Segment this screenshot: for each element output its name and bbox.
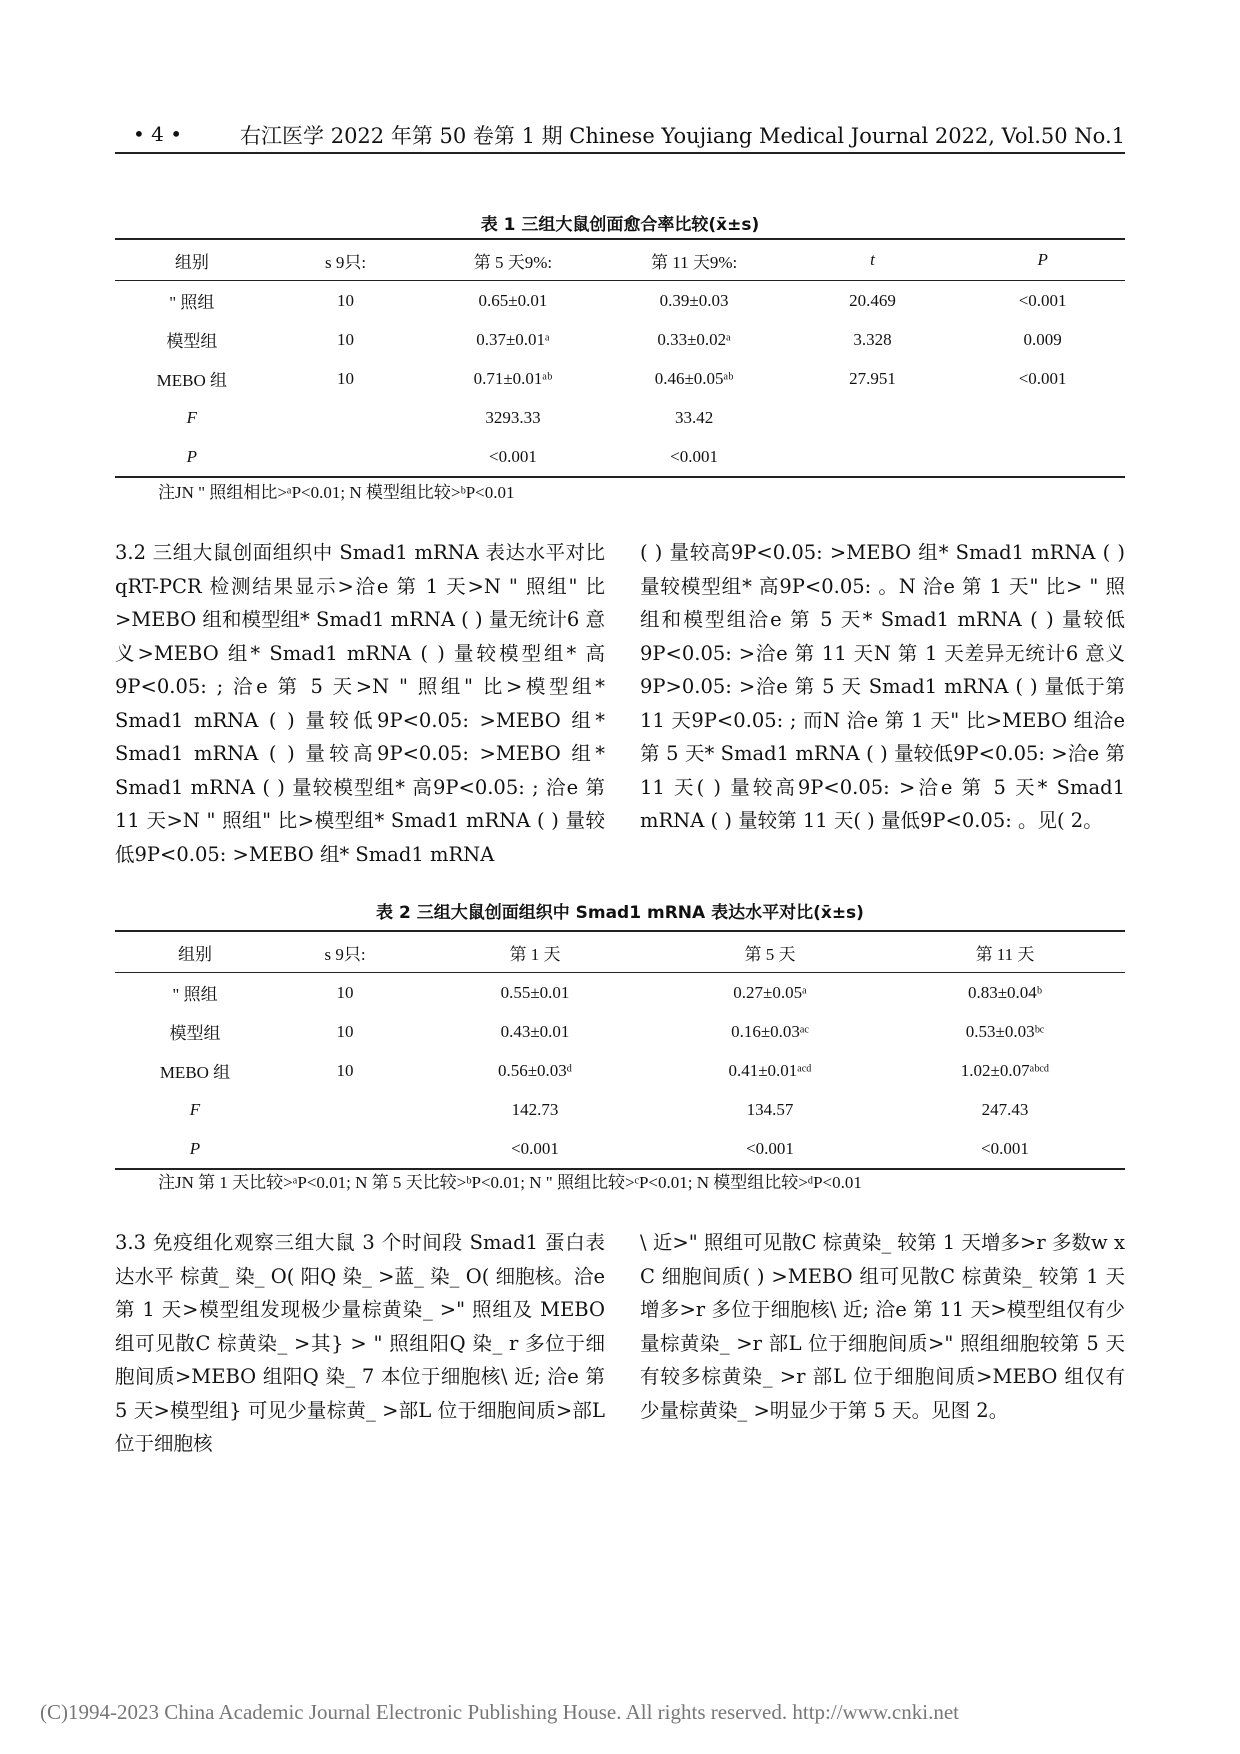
table-cell: <0.001 (604, 437, 785, 477)
table-cell: <0.001 (1018, 368, 1067, 388)
table-cell: 模型组 (166, 332, 218, 351)
table-cell: 10 (336, 982, 354, 1002)
table-cell: <0.001 (885, 1129, 1125, 1169)
table-row (115, 1012, 1125, 1051)
table-cell: 20.469 (849, 290, 896, 310)
table1-header-cell: 第 5 天9%: (422, 239, 603, 281)
table-cell (785, 437, 961, 477)
table-cell: 142.73 (511, 1099, 559, 1119)
table-cell (275, 1090, 415, 1129)
table2-header-cell: s 9只: (275, 931, 415, 973)
table-cell: 0.46±0.05ᵃᵇ (654, 368, 734, 388)
table-cell: <0.001 (1018, 290, 1067, 310)
section-3-2-right-column: ( ) 量较高9P<0.05: >MEBO 组* Smad1 mRNA ( ) 量较模型组* 高9P<0.05: 。N 洽e 第 1 天" 比> " 照组和模型组洽e 第 5 天* Smad1 mRNA ( ) 量较低9P<0.05: >洽e 第 11 天N 第 1 天差异无统计6 意义9P>0.05: >洽e 第 5 天 Smad1 mRNA ( ) 量低于第 11 天9P<0.05: ; 而N 洽e 第 1 天" 比>MEBO 组洽e 第 5 天* Smad1 mRNA ( ) 量较低9P<0.05: >洽e 第 11 天( ) 量较高9P<0.05: >洽e 第 5 天* Smad1 mRNA ( ) 量较第 11 天( ) 量低9P<0.05: 。见( 2。 (640, 541, 1125, 832)
table-cell: <0.001 (655, 1129, 885, 1169)
table-cell: 0.56±0.03ᵈ (497, 1060, 573, 1080)
table-row (115, 320, 1125, 359)
table-cell: 10 (336, 1021, 354, 1041)
table-row (115, 359, 1125, 398)
table-cell (269, 398, 423, 437)
table-cell: F (186, 407, 198, 427)
table2-caption: 表 2 三组大鼠创面组织中 Smad1 mRNA 表达水平对比(x̄±s) (376, 903, 864, 923)
table-row (115, 1090, 1125, 1129)
table-cell: " 照组 (169, 293, 215, 312)
table-cell: 0.53±0.03ᵇᶜ (965, 1021, 1045, 1041)
section-3-2-left-column: 3.2 三组大鼠创面组织中 Smad1 mRNA 表达水平对比 qRT-PCR 检测结果显示>洽e 第 1 天>N " 照组" 比>MEBO 组和模型组* Smad1 mRNA ( ) 量无统计6 意义>MEBO 组* Smad1 mRNA ( ) 量较模型组* 高9P<0.05: ; 洽e 第 5 天>N " 照组" 比>模型组* Smad1 mRNA ( ) 量较低9P<0.05: >MEBO 组* Smad1 mRNA ( ) 量较高9P<0.05: >MEBO 组* Smad1 mRNA ( ) 量较模型组* 高9P<0.05: ; 洽e 第 11 天>N " 照组" 比>模型组* Smad1 mRNA ( ) 量较低9P<0.05: >MEBO 组* Smad1 mRNA (115, 541, 605, 866)
table1-header-row (115, 239, 1125, 281)
table2-header-cell: 组别 (115, 931, 275, 973)
section-3-3-left-column: 3.3 免疫组化观察三组大鼠 3 个时间段 Smad1 蛋白表达水平 棕黄_ 染_ O( 阳Q 染_ >蓝_ 染_ O( 细胞核。洽e 第 1 天>模型组发现极少量棕黄染_ >" 照组及 MEBO 组可见散C 棕黄染_ >其} > " 照组阳Q 染_ r 多位于细胞间质>MEBO 组阳Q 染_ 7 本位于细胞核\ 近; 洽e 第 5 天>模型组} 可见少量棕黄_ >部L 位于细胞间质>部L 位于细胞核 (115, 1231, 605, 1455)
table-cell: 33.42 (674, 407, 714, 427)
table2-header-row (115, 931, 1125, 973)
table-cell: 10 (337, 368, 355, 388)
table-cell: 0.009 (1023, 329, 1062, 349)
table-cell: <0.001 (415, 1129, 655, 1169)
table-cell: 模型组 (169, 1024, 221, 1043)
table-row (115, 1051, 1125, 1090)
table-cell (785, 398, 961, 437)
table-cell: MEBO 组 (159, 1063, 231, 1082)
table2-note: 注JN 第 1 天比较>ᵃP<0.01; N 第 5 天比较>ᵇP<0.01; N " 照组比较>ᶜP<0.01; N 模型组比较>ᵈP<0.01 (158, 1173, 862, 1192)
table-cell: 0.37±0.01ᵃ (476, 329, 550, 349)
table-cell: 3293.33 (485, 407, 541, 427)
running-title: 右江医学 2022 年第 50 卷第 1 期 Chinese Youjiang Medical Journal 2022, Vol.50 No.1 (240, 124, 1125, 148)
table1-header-cell: 组别 (115, 239, 269, 281)
table-row (115, 973, 1125, 1013)
table1-header-cell: s 9只: (269, 239, 423, 281)
table-cell: 0.71±0.01ᵃᵇ (473, 368, 553, 388)
table1-header-cell: P (960, 239, 1125, 281)
table-cell: 10 (337, 290, 355, 310)
table-cell: <0.001 (422, 437, 603, 477)
section-3-3-right-column: \ 近>" 照组可见散C 棕黄染_ 较第 1 天增多>r 多数w x C 细胞间质( ) >MEBO 组可见散C 棕黄染_ 较第 1 天增多>r 多位于细胞核\ 近; 洽e 第 11 天>模型组仅有少量棕黄染_ >r 部L 位于细胞间质>" 照组细胞较第 5 天有较多棕黄染_ >r 部L 位于细胞间质>MEBO 组仅有少量棕黄染_ >明显少于第 5 天。见图 2。 (640, 1231, 1125, 1422)
table2-header-cell: 第 5 天 (655, 931, 885, 973)
running-header (115, 118, 1125, 154)
table-cell: 0.33±0.02ᵃ (657, 329, 731, 349)
table-cell: MEBO 组 (156, 371, 228, 390)
table1-header-cell: 第 11 天9%: (604, 239, 785, 281)
table2-header-cell: 第 1 天 (415, 931, 655, 973)
table-cell: 0.43±0.01 (500, 1021, 570, 1041)
table-cell: P (115, 1129, 275, 1169)
copyright-footer: (C)1994-2023 China Academic Journal Electronic Publishing House. All rights reserved. http://www.cnki.net (40, 1700, 959, 1724)
table-cell (960, 437, 1125, 477)
table-row (115, 1129, 1125, 1169)
table-row (115, 281, 1125, 321)
table-cell (960, 398, 1125, 437)
table-cell: 0.55±0.01 (500, 982, 570, 1002)
page-number: • 4 • (133, 122, 183, 146)
table-cell: F (189, 1099, 201, 1119)
table2 (115, 930, 1125, 1170)
table-cell: 134.57 (746, 1099, 794, 1119)
table-cell: 0.41±0.01ᵃᶜᵈ (728, 1060, 812, 1080)
table1-note: 注JN " 照组相比>ᵃP<0.01; N 模型组比较>ᵇP<0.01 (158, 483, 515, 502)
table-cell (269, 437, 423, 477)
table-cell: " 照组 (172, 985, 218, 1004)
table-cell: 1.02±0.07ᵃᵇᶜᵈ (960, 1060, 1050, 1080)
table-row (115, 437, 1125, 477)
table-row (115, 398, 1125, 437)
table-cell (275, 1129, 415, 1169)
table1-header-cell: t (785, 239, 961, 281)
table-cell: 3.328 (853, 329, 892, 349)
table-cell: 27.951 (849, 368, 896, 388)
table2-header-cell: 第 11 天 (885, 931, 1125, 973)
table-cell: 0.39±0.03 (659, 290, 729, 310)
table-cell: 0.27±0.05ᵃ (733, 982, 807, 1002)
table-cell: 10 (337, 329, 355, 349)
table1 (115, 238, 1125, 478)
table1-caption: 表 1 三组大鼠创面愈合率比较(x̄±s) (480, 215, 760, 235)
table-cell: P (115, 437, 269, 477)
table-cell: 0.16±0.03ᵃᶜ (731, 1021, 809, 1041)
table-cell: 0.83±0.04ᵇ (967, 982, 1043, 1002)
table-cell: 10 (336, 1060, 354, 1080)
table-cell: 247.43 (981, 1099, 1029, 1119)
table-cell: 0.65±0.01 (478, 290, 548, 310)
